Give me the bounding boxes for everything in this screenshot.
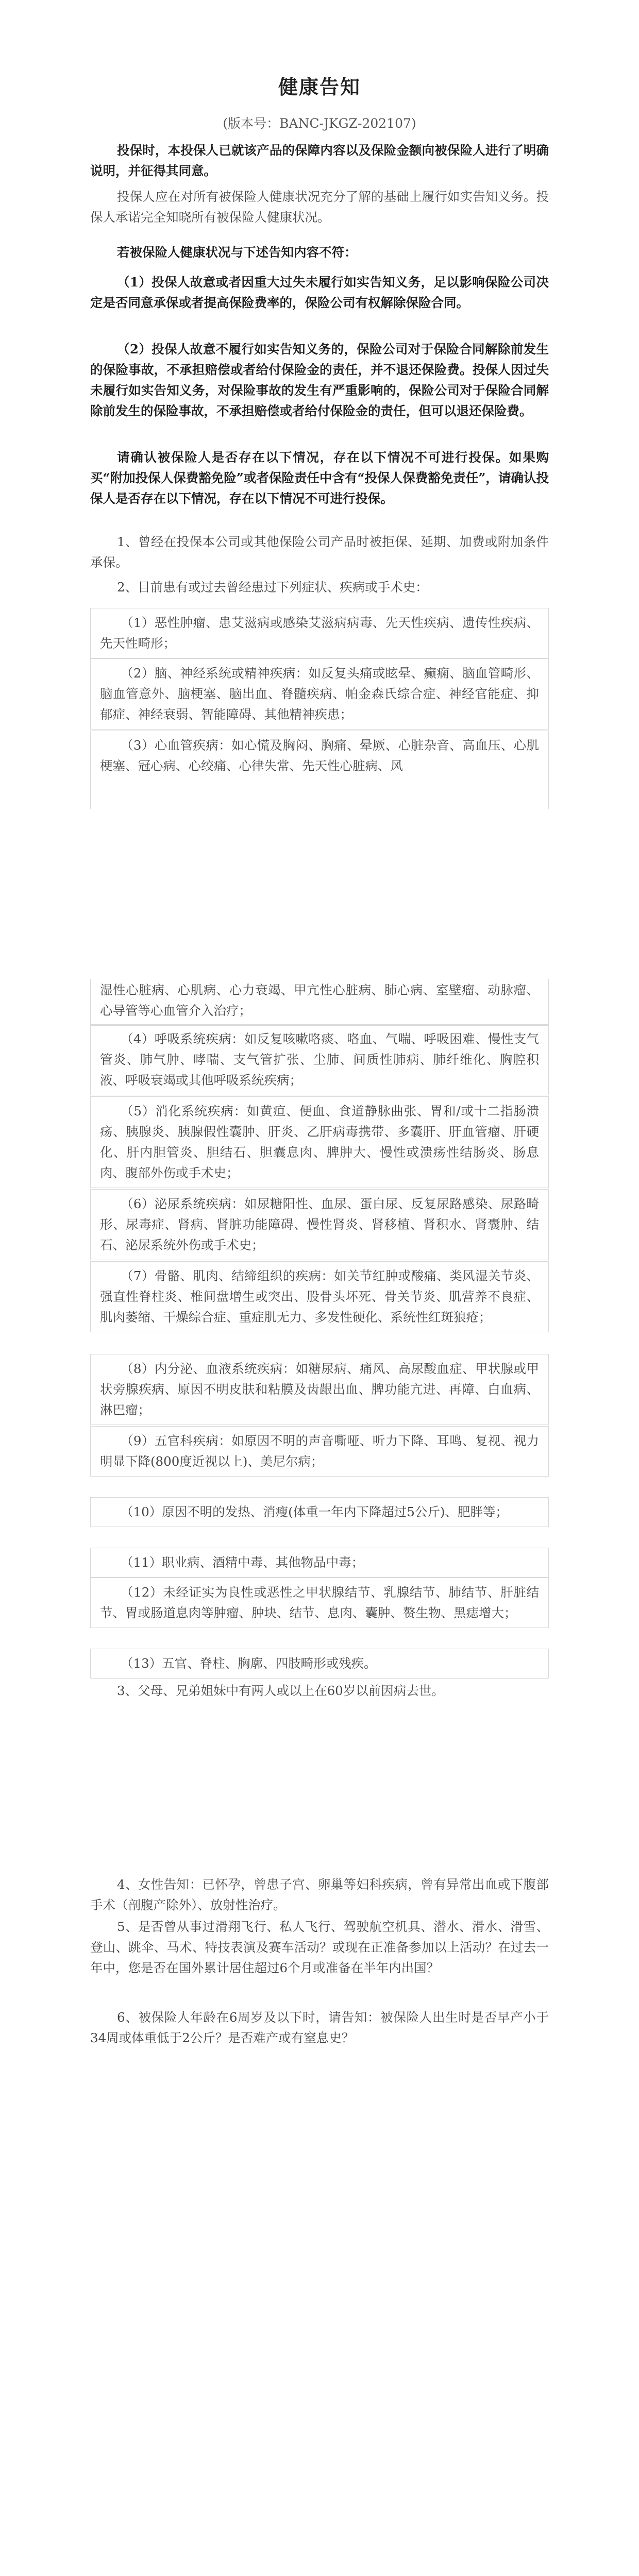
question-2-item-3-part-2: 湿性心脏病、心肌病、心力衰竭、甲亢性心脏病、肺心病、室壁瘤、动脉瘤、心导管等心血管介入治疗； (90, 979, 549, 1026)
question-2-item-12: （12）未经证实为良性或恶性之甲状腺结节、乳腺结节、肺结节、肝脏结节、胃或肠道息肉等肿瘤、肿块、结节、息肉、囊肿、赘生物、黑痣增大； (90, 1578, 549, 1628)
question-2-item-11: （11）职业病、酒精中毒、其他物品中毒； (90, 1548, 549, 1578)
question-5: 5、是否曾从事过滑翔飞行、私人飞行、驾驶航空机具、潜水、滑水、滑雪、登山、跳伞、马术、特技表演及赛车活动？或现在正准备参加以上活动？在过去一年中，您是否在国外累计居住超过6个月或准备在半年内出国？ (90, 1919, 549, 1975)
question-2-item-4: （4）呼吸系统疾病：如反复咳嗽咯痰、咯血、气喘、呼吸困难、慢性支气管炎、肺气肿、哮喘、支气管扩张、尘肺、间质性肺病、肺纤维化、胸腔积液、呼吸衰竭或其他呼吸系统疾病； (90, 1024, 549, 1095)
question-2-item-9: （9）五官科疾病：如原因不明的声音嘶哑、听力下降、耳鸣、复视、视力明显下降(800度近视以上)、美尼尔病； (90, 1426, 549, 1477)
question-2-item-8: （8）内分泌、血液系统疾病：如糖尿病、痛风、高尿酸血症、甲状腺或甲状旁腺疾病、原因不明皮肤和粘膜及齿龈出血、脾功能亢进、再障、白血病、淋巴瘤； (90, 1354, 549, 1425)
question-6: 6、被保险人年龄在6周岁及以下时，请告知：被保险人出生时是否早产小于34周或体重低于2公斤？是否难产或有窒息史？ (90, 2010, 549, 2045)
question-2-item-1: （1）恶性肿瘤、患艾滋病或感染艾滋病病毒、先天性疾病、遗传性疾病、先天性畸形； (90, 608, 549, 658)
question-2-item-6: （6）泌尿系统疾病：如尿糖阳性、血尿、蛋白尿、反复尿路感染、尿路畸形、尿毒症、肾病、肾脏功能障碍、慢性肾炎、肾移植、肾积水、肾囊肿、结石、泌尿系统外伤或手术史； (90, 1189, 549, 1260)
clause-1: （1）投保人故意或者因重大过失未履行如实告知义务，足以影响保险公司决定是否同意承保或者提高保险费率的，保险公司有权解除保险合同。 (90, 275, 549, 310)
confirm-statement: 请确认被保险人是否存在以下情况，存在以下情况不可进行投保。如果购买“附加投保人保费豁免险”或者保险责任中含有“投保人保费豁免责任”，请确认投保人是否存在以下情况，存在以下情况不可进行投保。 (90, 450, 549, 506)
clause-2: （2）投保人故意不履行如实告知义务的，保险公司对于保险合同解除前发生的保险事故，不承担赔偿或者给付保险金的责任，并不退还保险费。投保人因过失未履行如实告知义务，对保险事故的发生有严重影响的，保险公司对于保险合同解除前发生的保险事故，不承担赔偿或者给付保险金的责任，但可以退还保险费。 (90, 342, 549, 418)
version-number: (版本号：BANC-JKGZ-202107) (223, 116, 416, 131)
page-title: 健康告知 (278, 76, 361, 98)
condition-heading: 若被保险人健康状况与下述告知内容不符： (117, 245, 357, 260)
question-2-item-7: （7）骨骼、肌肉、结缔组织的疾病：如关节红肿或酸痛、类风湿关节炎、强直性脊柱炎、椎间盘增生或突出、股骨头坏死、骨关节炎、肌营养不良症、肌肉萎缩、干燥综合症、重症肌无力、多发性硬化、系统性红斑狼疮； (90, 1261, 549, 1332)
question-2-item-5: （5）消化系统疾病：如黄疸、便血、食道静脉曲张、胃和/或十二指肠溃疡、胰腺炎、胰腺假性囊肿、肝炎、乙肝病毒携带、多囊肝、肝血管瘤、肝硬化、肝内胆管炎、胆结石、胆囊息肉、脾肿大、慢性或溃疡性结肠炎、肠息肉、腹部外伤或手术史； (90, 1096, 549, 1188)
intro-disclosure-duty: 投保人应在对所有被保险人健康状况充分了解的基础上履行如实告知义务。投保人承诺完全知晓所有被保险人健康状况。 (90, 189, 549, 225)
question-2-item-10: （10）原因不明的发热、消瘦(体重一年内下降超过5公斤)、肥胖等； (90, 1497, 549, 1527)
intro-statement: 投保时，本投保人已就该产品的保障内容以及保险金额向被保险人进行了明确说明，并征得其同意。 (90, 143, 549, 178)
question-2: 2、目前患有或过去曾经患过下列症状、疾病或手术史： (117, 580, 428, 595)
question-2-item-2: （2）脑、神经系统或精神疾病：如反复头痛或眩晕、癫痫、脑血管畸形、脑血管意外、脑梗塞、脑出血、脊髓疾病、帕金森氏综合症、神经官能症、抑郁症、神经衰弱、智能障碍、其他精神疾患； (90, 658, 549, 730)
question-2-item-13: （13）五官、脊柱、胸廓、四肢畸形或残疾。 (90, 1649, 549, 1679)
question-3: 3、父母、兄弟姐妹中有两人或以上在60岁以前因病去世。 (117, 1683, 444, 1698)
question-1: 1、曾经在投保本公司或其他保险公司产品时被拒保、延期、加费或附加条件承保。 (90, 534, 549, 570)
question-4: 4、女性告知：已怀孕，曾患子宫、卵巢等妇科疾病，曾有异常出血或下腹部手术（剖腹产除外）、放射性治疗。 (90, 1877, 549, 1912)
question-2-item-3-part-1: （3）心血管疾病：如心慌及胸闷、胸痛、晕厥、心脏杂音、高血压、心肌梗塞、冠心病、心绞痛、心律失常、先天性心脏病、风 (90, 731, 549, 809)
